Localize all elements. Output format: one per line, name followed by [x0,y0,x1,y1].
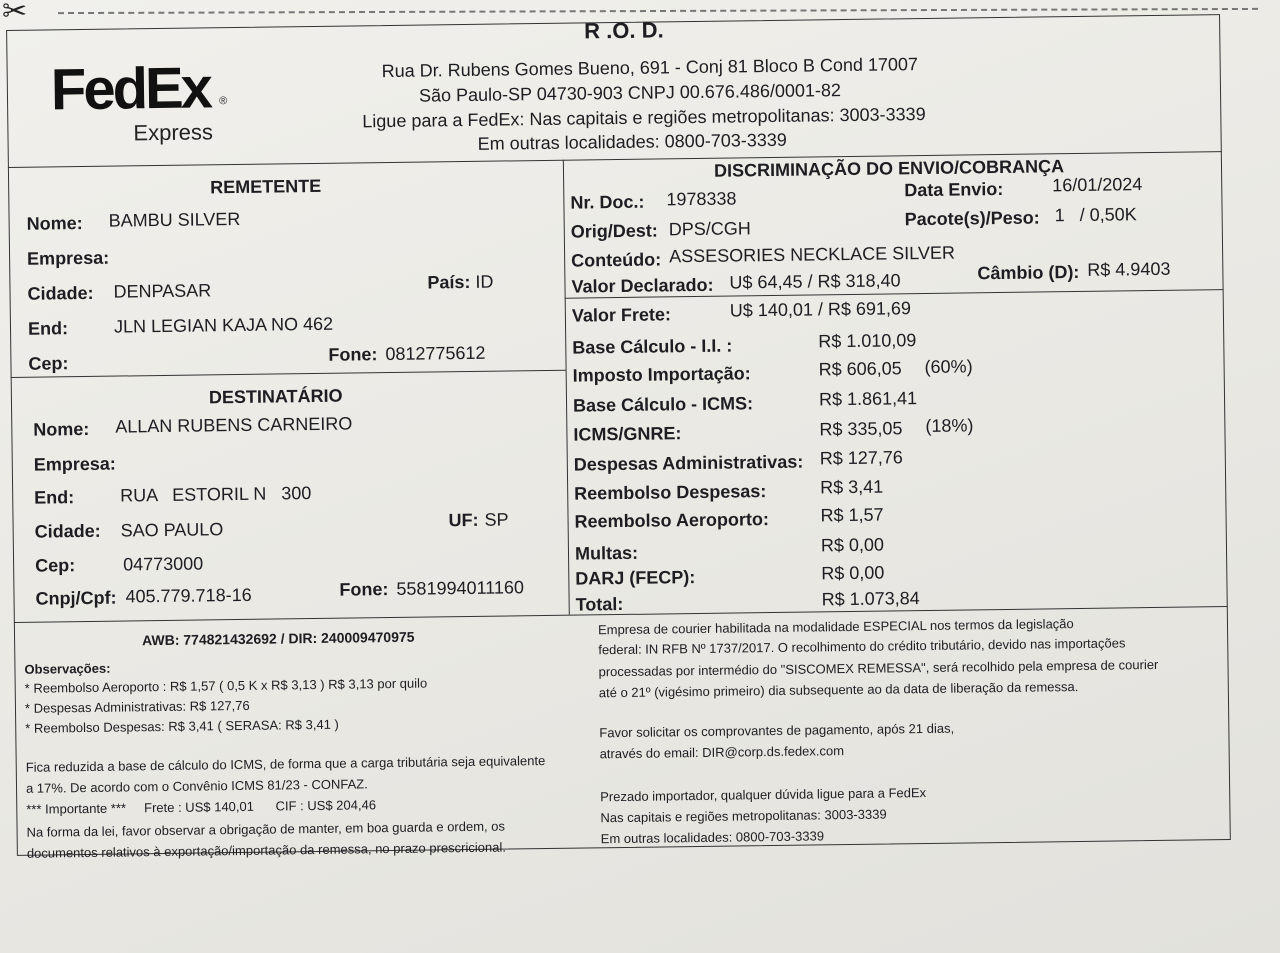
recipient-uf: SP [484,509,509,530]
calc-value: R$ 1,57 [820,504,884,526]
sender-city-label: Cidade: [27,282,94,304]
obs-important: *** Importante *** Frete : US$ 140,01 CIF : US$ 204,46 [26,797,377,817]
observations-title: Observações: [24,660,111,677]
obs-line: documentos relativos à exportação/importação da remessa, no prazo prescricional. [26,839,507,861]
sender-country-label: País: [427,271,471,293]
ship-date: 16/01/2024 [1052,174,1143,196]
fedex-logo [50,57,251,160]
legal-line: processadas por intermédio do "SISCOMEX REMESSA", será recolhido pela empresa de courier [598,656,1159,680]
calc-label: Despesas Administrativas: [573,451,804,475]
recipient-uf-label: UF: [448,509,479,531]
registered-mark: ® [218,95,228,108]
calc-label: Reembolso Despesas: [574,481,767,504]
exchange-rate: R$ 4.9403 [1087,258,1171,280]
doc-title: R .O. D. [584,17,664,44]
recipient-name: ALLAN RUBENS CARNEIRO [115,413,353,437]
legal-line: Nas capitais e regiões metropolitanas: 3003-3339 [600,806,887,826]
legal-line: Favor solicitar os comprovantes de pagamento, após 21 dias, [599,720,955,741]
obs-line: * Despesas Administrativas: R$ 127,76 [24,697,250,716]
legal-line: Prezado importador, qualquer dúvida ligue para a FedEx [600,785,927,805]
exchange-rate-label: Câmbio (D): [977,261,1080,284]
sender-address-label: End: [27,318,69,339]
sender-country: ID [475,271,494,292]
calc-value: R$ 3,41 [820,476,884,498]
obs-line: Na forma da lei, favor observar a obrigação de manter, em boa guarda e ordem, os [26,818,506,840]
calc-total-value: R$ 1.073,84 [821,588,920,610]
freight-value-label: Valor Frete: [571,304,672,326]
calc-value: R$ 1.861,41 [818,388,918,410]
orig-dest: DPS/CGH [668,218,751,240]
recipient-address-label: End: [34,487,75,508]
calc-label: DARJ (FECP): [575,567,696,589]
content: ASSESORIES NECKLACE SILVER [668,242,956,267]
header-phone-2: Em outras localidades: 0800-703-3339 [477,129,787,154]
recipient-phone: 5581994011160 [396,577,525,599]
calc-value: R$ 606,05 [818,358,902,380]
sender-name: BAMBU SILVER [108,208,241,231]
sender-title: REMETENTE [210,175,322,198]
ship-date-label: Data Envio: [904,178,1004,201]
recipient-cpf: 405.779.718-16 [125,584,252,607]
recipient-title: DESTINATÁRIO [208,385,343,408]
logo-wordmark: FedEx [50,55,211,123]
calc-value: R$ 335,05 [819,418,903,440]
header-address-2: São Paulo-SP 04730-903 CNPJ 00.676.486/0001-82 [418,80,842,106]
legal-line: federal: IN RFB Nº 1737/2017. O recolhimento do crédito tributário, devido nas importações [598,635,1126,658]
content-label: Conteúdo: [571,249,662,271]
package-weight-label: Pacote(s)/Peso: [904,207,1040,230]
recipient-city-label: Cidade: [34,520,101,542]
sender-phone: 0812775612 [385,342,486,365]
sender-phone-label: Fone: [328,344,378,365]
legal-line: Empresa de courier habilitada na modalidade ESPECIAL nos termos da legislação [597,616,1074,638]
doc-number-label: Nr. Doc.: [570,191,645,213]
calc-label: Base Cálculo - ICMS: [572,393,754,416]
calc-label: Imposto Importação: [572,363,751,386]
calc-percent: (60%) [924,356,973,378]
legal-line: Em outras localidades: 0800-703-3339 [600,828,825,847]
recipient-cpf-label: Cnpj/Cpf: [35,587,117,609]
legal-line: até o 21º (vigésimo primeiro) dia subsequente ao da data de liberação da remessa. [598,679,1079,701]
calc-label: ICMS/GNRE: [573,423,682,445]
obs-line: a 17%. De acordo com o Convênio ICMS 81/23 - CONFAZ. [25,776,368,796]
sender-name-label: Nome: [26,213,83,234]
header-phone-1: Ligue para a FedEx: Nas capitais e regiões metropolitanas: 3003-3339 [362,103,926,132]
calc-value: R$ 127,76 [819,447,903,469]
recipient-cep: 04773000 [122,553,204,575]
declared-value-label: Valor Declarado: [571,274,714,297]
sender-address: JLN LEGIAN KAJA NO 462 [113,313,334,337]
recipient-address: RUA ESTORIL N 300 [120,483,312,506]
recipient-cep-label: Cep: [34,555,76,576]
package-weight: 1 / 0,50K [1054,204,1137,226]
freight-value: U$ 140,01 / R$ 691,69 [729,298,912,321]
calc-total-label: Total: [575,593,624,615]
header-address-1: Rua Dr. Rubens Gomes Bueno, 691 - Conj 81 Bloco B Cond 17007 [381,54,919,82]
declared-value: U$ 64,45 / R$ 318,40 [729,270,901,293]
calc-label: Reembolso Aeroporto: [574,509,770,532]
logo-express: Express [133,119,214,146]
calc-value: R$ 0,00 [821,562,885,584]
recipient-city: SAO PAULO [120,519,224,541]
obs-line: Fica reduzida a base de cálculo do ICMS, de forma que a carga tributária seja equivalente [25,753,546,775]
doc-number: 1978338 [666,188,737,210]
obs-line: * Reembolso Aeroporto : R$ 1,57 ( 0,5 K x R$ 3,13 ) R$ 3,13 por quilo [24,675,428,696]
sender-city: DENPASAR [113,280,212,302]
sender-company-label: Empresa: [26,247,110,269]
sender-cep-label: Cep: [28,353,69,374]
orig-dest-label: Orig/Dest: [570,220,658,242]
calc-label: Multas: [574,542,639,564]
obs-line: * Reembolso Despesas: R$ 3,41 ( SERASA: R$ 3,41 ) [25,716,339,736]
scissors-icon: ✂ [2,0,28,28]
calc-value: R$ 0,00 [820,534,885,556]
calc-label: Base Cálculo - I.I. : [572,335,733,358]
recipient-company-label: Empresa: [33,453,116,475]
legal-line: através do email: DIR@corp.ds.fedex.com [599,743,845,762]
awb-line: AWB: 774821432692 / DIR: 240009470975 [141,628,415,649]
calc-percent: (18%) [925,415,974,436]
recipient-phone-label: Fone: [339,579,389,600]
rod-form [6,6,1231,862]
recipient-name-label: Nome: [33,418,90,440]
calc-value: R$ 1.010,09 [818,330,917,352]
shipment-title: DISCRIMINAÇÃO DO ENVIO/COBRANÇA [713,156,1065,181]
